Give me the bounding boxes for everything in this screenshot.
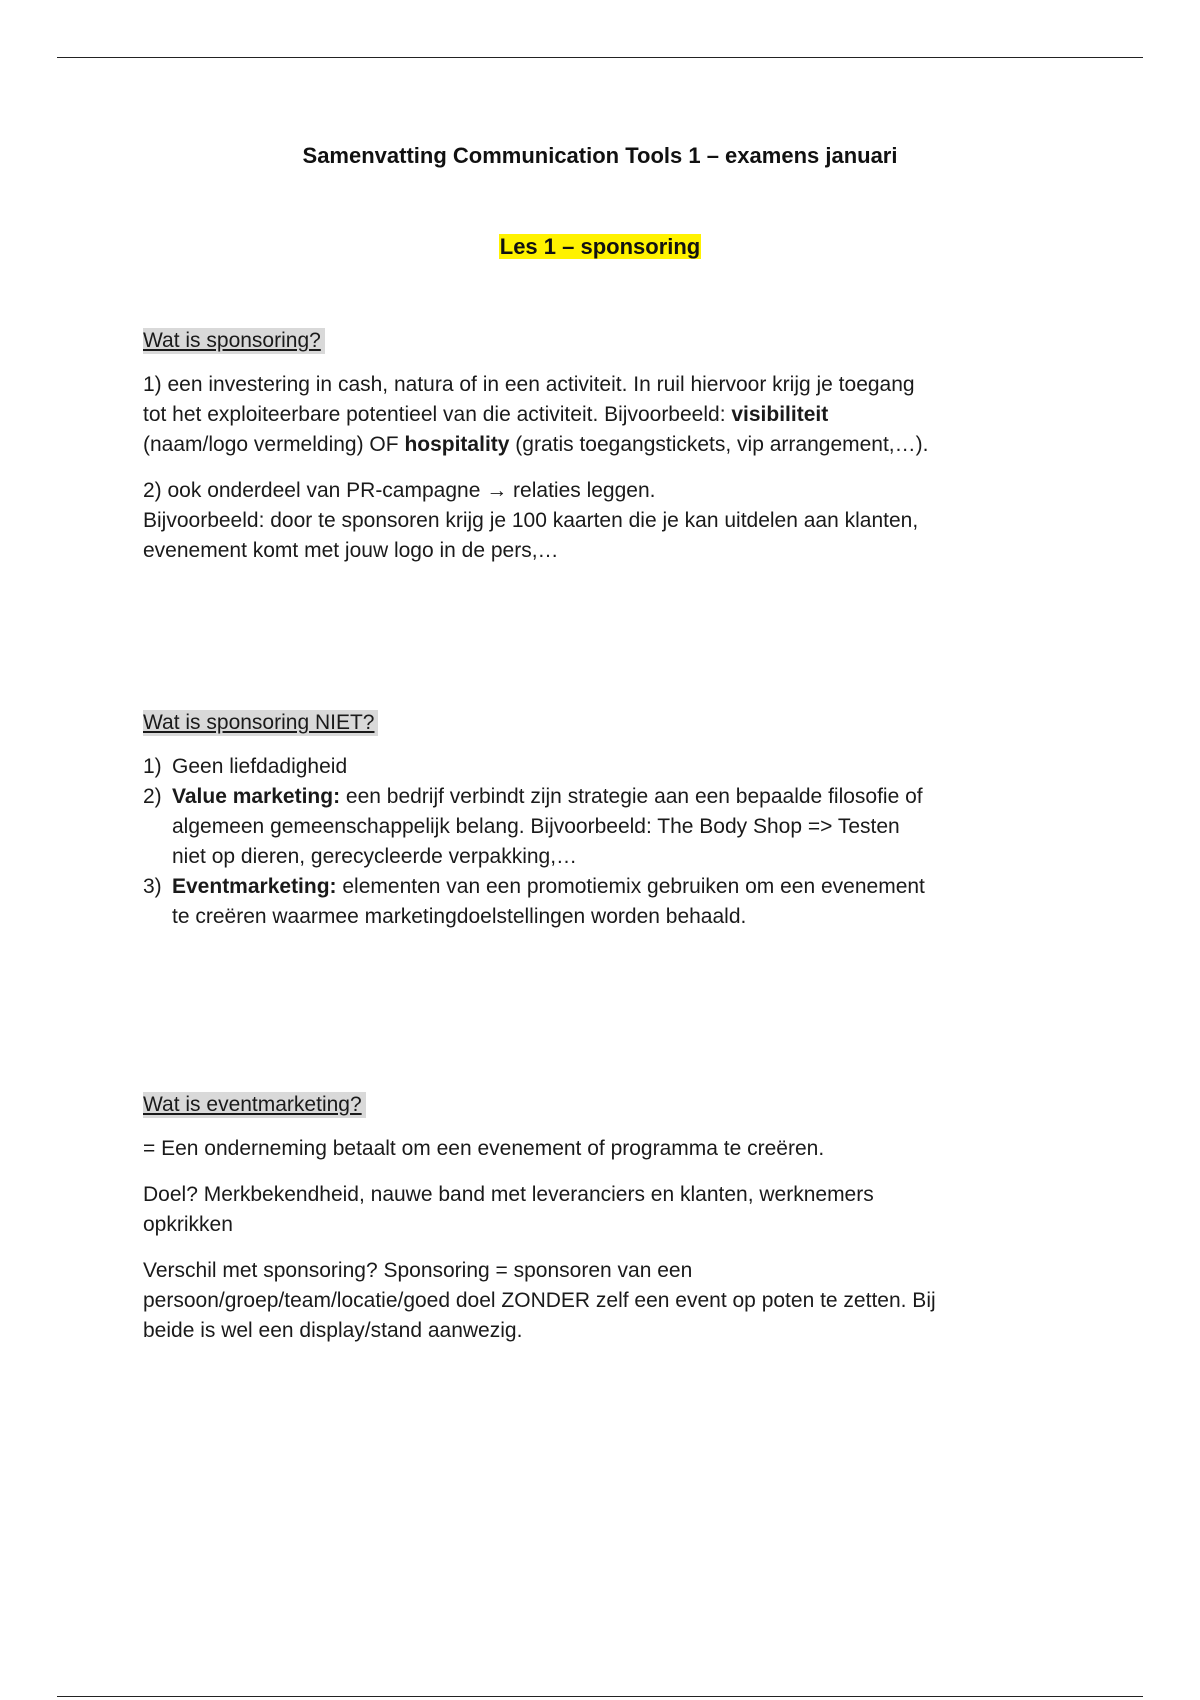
top-rule <box>57 57 1143 58</box>
section-what-is-sponsoring <box>143 326 1083 582</box>
text-line: niet op dieren, gerecycleerde verpakking,… <box>172 845 578 868</box>
text-line: evenement komt met jouw logo in de pers,… <box>143 539 559 562</box>
section-what-is-eventmarketing <box>143 1090 1083 1362</box>
list-number: 2) <box>143 785 162 808</box>
text-span: 2) ook onderdeel van PR-campagne <box>143 479 487 502</box>
list-item <box>143 782 1083 872</box>
paragraph-investment <box>143 370 1083 460</box>
text-span: tot het exploiteerbare potentieel van die activiteit. Bijvoorbeeld: <box>143 403 732 426</box>
text-span: elementen van een promotiemix gebruiken om een evenement <box>336 875 925 898</box>
text-line <box>172 872 1083 902</box>
text-line: algemeen gemeenschappelijk belang. Bijvoorbeeld: The Body Shop => Testen <box>172 815 900 838</box>
list-number: 3) <box>143 875 162 898</box>
text-span: relaties leggen. <box>507 479 656 502</box>
list-number: 1) <box>143 755 162 778</box>
text-line: opkrikken <box>143 1213 233 1236</box>
text-span: (gratis toegangstickets, vip arrangement,…). <box>509 433 929 456</box>
list-item <box>143 752 1083 782</box>
text-line: Doel? Merkbekendheid, nauwe band met leveranciers en klanten, werknemers <box>143 1183 874 1206</box>
list-item <box>143 872 1083 932</box>
text-line: beide is wel een display/stand aanwezig. <box>143 1319 523 1342</box>
text-span: Geen liefdadigheid <box>172 755 348 778</box>
text-line: persoon/groep/team/locatie/goed doel ZONDER zelf een event op poten te zetten. Bij <box>143 1289 936 1312</box>
text-line <box>143 430 1083 460</box>
bold-term-value-marketing: Value marketing: <box>172 785 341 808</box>
text-span: (naam/logo vermelding) OF <box>143 433 405 456</box>
section-heading: Wat is sponsoring? <box>143 328 325 354</box>
text-line <box>172 755 347 778</box>
arrow-right-icon: → <box>486 479 508 502</box>
paragraph-definition: = Een onderneming betaalt om een evenement of programma te creëren. <box>143 1137 825 1160</box>
section-heading: Wat is sponsoring NIET? <box>143 710 378 736</box>
text-line: Verschil met sponsoring? Sponsoring = sponsoren van een <box>143 1259 693 1282</box>
section-heading: Wat is eventmarketing? <box>143 1092 366 1118</box>
text-line: Bijvoorbeeld: door te sponsoren krijg je 100 kaarten die je kan uitdelen aan klanten, <box>143 509 919 532</box>
section-what-sponsoring-is-not <box>143 708 1083 932</box>
bold-term-eventmarketing: Eventmarketing: <box>172 875 337 898</box>
lesson-title-wrap <box>0 234 1200 260</box>
paragraph-difference <box>143 1256 1083 1346</box>
paragraph-pr-campaign <box>143 476 1083 566</box>
text-line: te creëren waarmee marketingdoelstellingen worden behaald. <box>172 905 747 928</box>
text-span: een bedrijf verbindt zijn strategie aan een bepaalde filosofie of <box>340 785 923 808</box>
text-line: 1) een investering in cash, natura of in een activiteit. In ruil hiervoor krijg je toegang <box>143 373 915 396</box>
text-line <box>172 782 1083 812</box>
text-line <box>143 400 1083 430</box>
bold-term-visibility: visibiliteit <box>731 403 829 426</box>
lesson-title: Les 1 – sponsoring <box>499 234 701 259</box>
numbered-list <box>143 752 1083 932</box>
text-line <box>143 476 1083 506</box>
bold-term-hospitality: hospitality <box>404 433 510 456</box>
bottom-rule <box>57 1696 1143 1697</box>
document-title: Samenvatting Communication Tools 1 – examens januari <box>302 143 898 168</box>
paragraph-goal <box>143 1180 1083 1240</box>
